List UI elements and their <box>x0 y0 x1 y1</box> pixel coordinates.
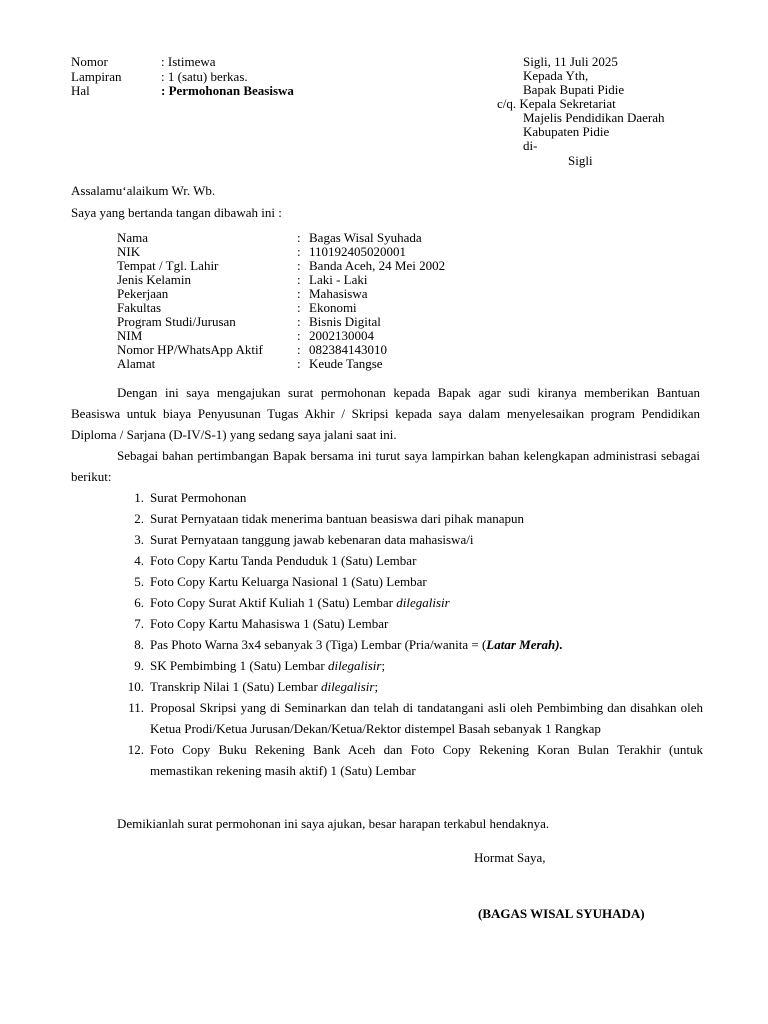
identity-row: Jenis Kelamin : Laki - Laki <box>117 272 368 287</box>
identity-row: NIK : 110192405020001 <box>117 244 407 259</box>
recipient-line: c/q. Kepala Sekretariat <box>497 96 616 111</box>
signoff: Hormat Saya, <box>474 850 546 865</box>
identity-row: Tempat / Tgl. Lahir : Banda Aceh, 24 Mei 2002 <box>117 258 446 273</box>
list-item: 4. Foto Copy Kartu Tanda Penduduk 1 (Satu) Lembar <box>134 553 417 568</box>
recipient-line: Bapak Bupati Pidie <box>523 82 625 97</box>
list-item: 5. Foto Copy Kartu Keluarga Nasional 1 (Satu) Lembar <box>134 574 427 589</box>
list-item: 9. SK Pembimbing 1 (Satu) Lembar dilegalisir; <box>134 658 386 673</box>
list-item: 2. Surat Pernyataan tidak menerima bantuan beasiswa dari pihak manapun <box>134 511 524 526</box>
header-row-hal: Hal : Permohonan Beasiswa <box>71 83 294 98</box>
identity-row: Pekerjaan : Mahasiswa <box>117 286 368 301</box>
header-row-nomor: Nomor : Istimewa <box>71 54 216 69</box>
intro-text: Saya yang bertanda tangan dibawah ini : <box>71 205 282 220</box>
list-item: 11. Proposal Skripsi yang di Seminarkan dan telah di tandatangani asli oleh Pembimbing dan disahkan oleh Ketua Prodi/Ketua Jurusan/Dekan/Ketua/Rektor distempel Basah sebanyak 1 Rangkap <box>128 700 703 736</box>
identity-row: Fakultas : Ekonomi <box>117 300 357 315</box>
list-item: 6. Foto Copy Surat Aktif Kuliah 1 (Satu) Lembar dilegalisir <box>134 595 450 610</box>
identity-row: Alamat : Keude Tangse <box>117 356 383 371</box>
body-paragraph: Sebagai bahan pertimbangan Bapak bersama ini turut saya lampirkan bahan kelengkapan administrasi sebagai berikut: <box>71 448 700 484</box>
identity-row: Nomor HP/WhatsApp Aktif : 082384143010 <box>117 342 387 357</box>
recipient-block <box>0 55 768 170</box>
list-item: 3. Surat Pernyataan tanggung jawab kebenaran data mahasiswa/i <box>134 532 474 547</box>
list-item: 12. Foto Copy Buku Rekening Bank Aceh dan Foto Copy Rekening Koran Bulan Terakhir (untuk memastikan rekening masih aktif) 1 (Satu) Lembar <box>127 742 703 778</box>
recipient-line: Kabupaten Pidie <box>523 124 610 139</box>
recipient-line: di- <box>523 138 538 153</box>
identity-table <box>117 231 445 371</box>
body-paragraph: Dengan ini saya mengajukan surat permohonan kepada Bapak agar sudi kiranya memberikan Bantuan Beasiswa untuk biaya Penyusunan Tugas Akhir / Skripsi kepada saya dalam menyelesaikan program Pendidikan Diploma / Sarjana (D-IV/S-1) yang sedang saya jalani saat ini. <box>71 385 700 442</box>
recipient-line: Kepada Yth, <box>523 68 589 83</box>
list-item: 8. Pas Photo Warna 3x4 sebanyak 3 (Tiga) Lembar (Pria/wanita = (Latar Merah). <box>134 637 563 652</box>
closing-text: Demikianlah surat permohonan ini saya ajukan, besar harapan terkabul hendaknya. <box>117 816 550 831</box>
signature-name: (BAGAS WISAL SYUHADA) <box>478 906 645 921</box>
attachment-list <box>71 487 703 781</box>
identity-row: NIM : 2002130004 <box>117 328 374 343</box>
list-item: 7. Foto Copy Kartu Mahasiswa 1 (Satu) Lembar <box>134 616 389 631</box>
greeting: Assalamu‘alaikum Wr. Wb. <box>71 183 216 198</box>
identity-row: Nama : Bagas Wisal Syuhada <box>117 230 422 245</box>
recipient-line: Sigli <box>568 153 593 168</box>
recipient-line: Majelis Pendidikan Daerah <box>523 110 665 125</box>
identity-row: Program Studi/Jurusan : Bisnis Digital <box>117 314 381 329</box>
header-row-lampiran: Lampiran : 1 (satu) berkas. <box>71 68 248 84</box>
letter-date: Sigli, 11 Juli 2025 <box>523 54 618 69</box>
list-item: 10. Transkrip Nilai 1 (Satu) Lembar dilegalisir; <box>127 679 379 694</box>
list-item: 1. Surat Permohonan <box>134 490 247 505</box>
